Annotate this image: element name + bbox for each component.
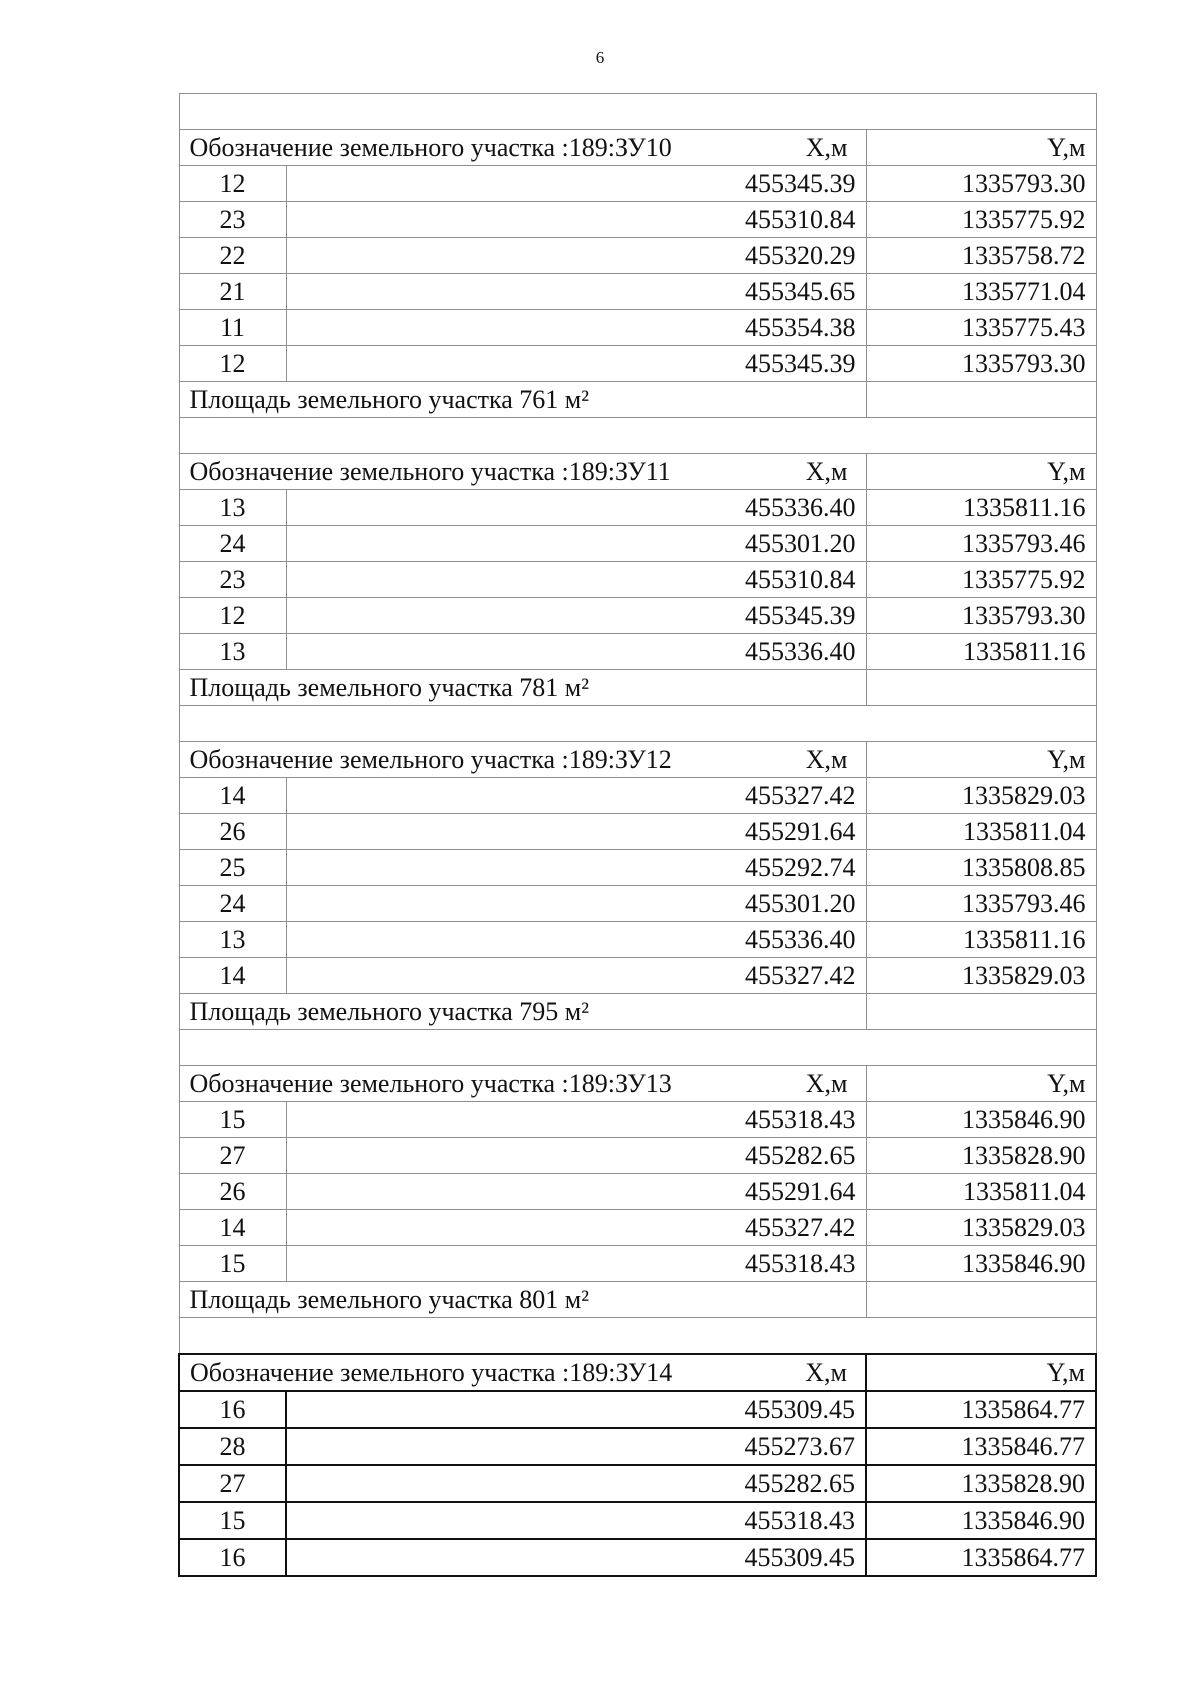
point-number: 16	[179, 1391, 286, 1428]
point-number: 24	[179, 526, 286, 562]
point-number: 11	[179, 310, 286, 346]
x-coordinate: 455327.42	[286, 958, 866, 994]
coordinate-row	[179, 1174, 1096, 1210]
x-coordinate: 455301.20	[286, 526, 866, 562]
spacer-block	[179, 94, 1096, 130]
y-coordinate: 1335808.85	[866, 850, 1096, 886]
point-number: 28	[179, 1428, 286, 1465]
point-number: 13	[179, 490, 286, 526]
y-coordinate: 1335828.90	[866, 1138, 1096, 1174]
parcel-title: Обозначение земельного участка :189:ЗУ10	[189, 133, 672, 162]
coordinate-row	[179, 598, 1096, 634]
coordinate-row	[179, 1502, 1096, 1539]
y-coordinate: 1335775.92	[866, 202, 1096, 238]
y-coordinate: 1335828.90	[866, 1465, 1096, 1502]
spacer-row	[179, 418, 1096, 454]
x-coordinate: 455336.40	[286, 490, 866, 526]
point-number: 13	[179, 634, 286, 670]
spacer-cell	[179, 418, 1096, 454]
y-coordinate: 1335771.04	[866, 274, 1096, 310]
parcel-title: Обозначение земельного участка :189:ЗУ14	[190, 1358, 673, 1387]
point-number: 15	[179, 1102, 286, 1138]
x-coordinate: 455291.64	[286, 1174, 866, 1210]
y-coordinate: 1335811.16	[866, 634, 1096, 670]
point-number: 26	[179, 1174, 286, 1210]
x-header: X,м	[805, 133, 848, 162]
y-coordinate: 1335811.04	[866, 1174, 1096, 1210]
parcel-block	[179, 1066, 1096, 1318]
y-header: Y,м	[866, 130, 1096, 166]
x-coordinate: 455273.67	[286, 1428, 866, 1465]
parcel-block	[179, 454, 1096, 706]
coordinate-row	[179, 238, 1096, 274]
x-coordinate: 455327.42	[286, 778, 866, 814]
y-coordinate: 1335758.72	[866, 238, 1096, 274]
point-number: 21	[179, 274, 286, 310]
coordinate-row	[179, 310, 1096, 346]
parcel-header-row	[179, 1066, 1096, 1102]
coordinate-row	[179, 1428, 1096, 1465]
coordinate-row	[179, 562, 1096, 598]
point-number: 25	[179, 850, 286, 886]
spacer-cell	[179, 1030, 1096, 1066]
spacer-row	[179, 1318, 1096, 1355]
spacer-block	[179, 418, 1096, 454]
parcel-title: Обозначение земельного участка :189:ЗУ11	[189, 457, 671, 486]
y-header: Y,м	[866, 1354, 1096, 1391]
point-number: 27	[179, 1465, 286, 1502]
coordinate-row	[179, 922, 1096, 958]
x-coordinate: 455318.43	[286, 1502, 866, 1539]
parcel-area: Площадь земельного участка 761 м²	[179, 382, 866, 418]
x-coordinate: 455282.65	[286, 1465, 866, 1502]
spacer-cell	[179, 94, 1096, 130]
y-coordinate: 1335846.90	[866, 1502, 1096, 1539]
x-coordinate: 455301.20	[286, 886, 866, 922]
coordinate-row	[179, 886, 1096, 922]
coordinate-row	[179, 1246, 1096, 1282]
area-row	[179, 994, 1096, 1030]
y-header: Y,м	[866, 454, 1096, 490]
y-coordinate: 1335846.90	[866, 1246, 1096, 1282]
y-coordinate: 1335775.43	[866, 310, 1096, 346]
point-number: 27	[179, 1138, 286, 1174]
parcel-area: Площадь земельного участка 801 м²	[179, 1282, 866, 1318]
x-coordinate: 455345.39	[286, 166, 866, 202]
x-coordinate: 455345.65	[286, 274, 866, 310]
area-row	[179, 670, 1096, 706]
y-header: Y,м	[866, 742, 1096, 778]
x-coordinate: 455336.40	[286, 922, 866, 958]
parcel-header-row	[179, 454, 1096, 490]
x-coordinate: 455310.84	[286, 202, 866, 238]
parcel-title: Обозначение земельного участка :189:ЗУ12	[189, 745, 672, 774]
x-header: X,м	[805, 1069, 848, 1098]
spacer-cell	[179, 706, 1096, 742]
parcel-header-row	[179, 1354, 1096, 1391]
parcel-header-cell	[179, 1354, 866, 1391]
coordinate-row	[179, 490, 1096, 526]
point-number: 15	[179, 1502, 286, 1539]
x-coordinate: 455309.45	[286, 1391, 866, 1428]
parcel-header-cell	[179, 454, 866, 490]
point-number: 14	[179, 778, 286, 814]
x-coordinate: 455318.43	[286, 1102, 866, 1138]
y-coordinate: 1335793.46	[866, 526, 1096, 562]
y-coordinate: 1335846.90	[866, 1102, 1096, 1138]
x-coordinate: 455327.42	[286, 1210, 866, 1246]
y-coordinate: 1335864.77	[866, 1539, 1096, 1576]
x-coordinate: 455309.45	[286, 1539, 866, 1576]
point-number: 23	[179, 562, 286, 598]
point-number: 15	[179, 1246, 286, 1282]
coordinate-row	[179, 1539, 1096, 1576]
parcel-header-cell	[179, 742, 866, 778]
coordinate-row	[179, 634, 1096, 670]
point-number: 16	[179, 1539, 286, 1576]
spacer-block	[179, 706, 1096, 742]
parcel-block	[179, 1354, 1096, 1576]
parcel-block	[179, 742, 1096, 1030]
spacer-row	[179, 706, 1096, 742]
y-coordinate: 1335864.77	[866, 1391, 1096, 1428]
parcel-title: Обозначение земельного участка :189:ЗУ13	[189, 1069, 672, 1098]
x-coordinate: 455320.29	[286, 238, 866, 274]
area-empty-cell	[866, 382, 1096, 418]
coordinate-row	[179, 202, 1096, 238]
y-coordinate: 1335811.16	[866, 490, 1096, 526]
spacer-cell	[179, 1318, 1096, 1355]
point-number: 12	[179, 346, 286, 382]
coordinate-row	[179, 814, 1096, 850]
coordinate-row	[179, 778, 1096, 814]
point-number: 13	[179, 922, 286, 958]
parcel-header-cell	[179, 130, 866, 166]
x-coordinate: 455310.84	[286, 562, 866, 598]
area-empty-cell	[866, 670, 1096, 706]
parcel-header-row	[179, 130, 1096, 166]
x-header: X,м	[805, 1358, 847, 1387]
x-header: X,м	[805, 457, 848, 486]
coordinate-row	[179, 1391, 1096, 1428]
page-number: 6	[595, 48, 605, 67]
coordinate-row	[179, 1465, 1096, 1502]
x-coordinate: 455354.38	[286, 310, 866, 346]
spacer-row	[179, 94, 1096, 130]
y-coordinate: 1335829.03	[866, 958, 1096, 994]
parcel-area: Площадь земельного участка 781 м²	[179, 670, 866, 706]
coordinate-row	[179, 526, 1096, 562]
parcel-area: Площадь земельного участка 795 м²	[179, 994, 866, 1030]
coordinate-row	[179, 166, 1096, 202]
coordinate-row	[179, 850, 1096, 886]
parcel-coordinates-table	[178, 93, 1097, 1577]
coordinate-row	[179, 958, 1096, 994]
point-number: 22	[179, 238, 286, 274]
y-coordinate: 1335793.30	[866, 598, 1096, 634]
y-coordinate: 1335811.16	[866, 922, 1096, 958]
coordinate-row	[179, 1102, 1096, 1138]
coordinate-row	[179, 1210, 1096, 1246]
area-empty-cell	[866, 994, 1096, 1030]
coordinate-row	[179, 1138, 1096, 1174]
x-coordinate: 455282.65	[286, 1138, 866, 1174]
spacer-block	[179, 1318, 1096, 1355]
area-row	[179, 1282, 1096, 1318]
x-coordinate: 455345.39	[286, 346, 866, 382]
y-coordinate: 1335829.03	[866, 1210, 1096, 1246]
x-coordinate: 455336.40	[286, 634, 866, 670]
point-number: 26	[179, 814, 286, 850]
x-coordinate: 455292.74	[286, 850, 866, 886]
y-coordinate: 1335846.77	[866, 1428, 1096, 1465]
y-coordinate: 1335793.30	[866, 346, 1096, 382]
y-coordinate: 1335793.46	[866, 886, 1096, 922]
parcel-header-row	[179, 742, 1096, 778]
y-coordinate: 1335811.04	[866, 814, 1096, 850]
y-coordinate: 1335775.92	[866, 562, 1096, 598]
x-coordinate: 455345.39	[286, 598, 866, 634]
point-number: 12	[179, 598, 286, 634]
parcel-header-cell	[179, 1066, 866, 1102]
point-number: 12	[179, 166, 286, 202]
coordinate-row	[179, 274, 1096, 310]
spacer-row	[179, 1030, 1096, 1066]
point-number: 23	[179, 202, 286, 238]
area-empty-cell	[866, 1282, 1096, 1318]
parcel-block	[179, 130, 1096, 418]
y-coordinate: 1335793.30	[866, 166, 1096, 202]
x-coordinate: 455318.43	[286, 1246, 866, 1282]
x-coordinate: 455291.64	[286, 814, 866, 850]
spacer-block	[179, 1030, 1096, 1066]
y-coordinate: 1335829.03	[866, 778, 1096, 814]
point-number: 14	[179, 958, 286, 994]
area-row	[179, 382, 1096, 418]
y-header: Y,м	[866, 1066, 1096, 1102]
point-number: 24	[179, 886, 286, 922]
coordinate-row	[179, 346, 1096, 382]
point-number: 14	[179, 1210, 286, 1246]
x-header: X,м	[805, 745, 848, 774]
